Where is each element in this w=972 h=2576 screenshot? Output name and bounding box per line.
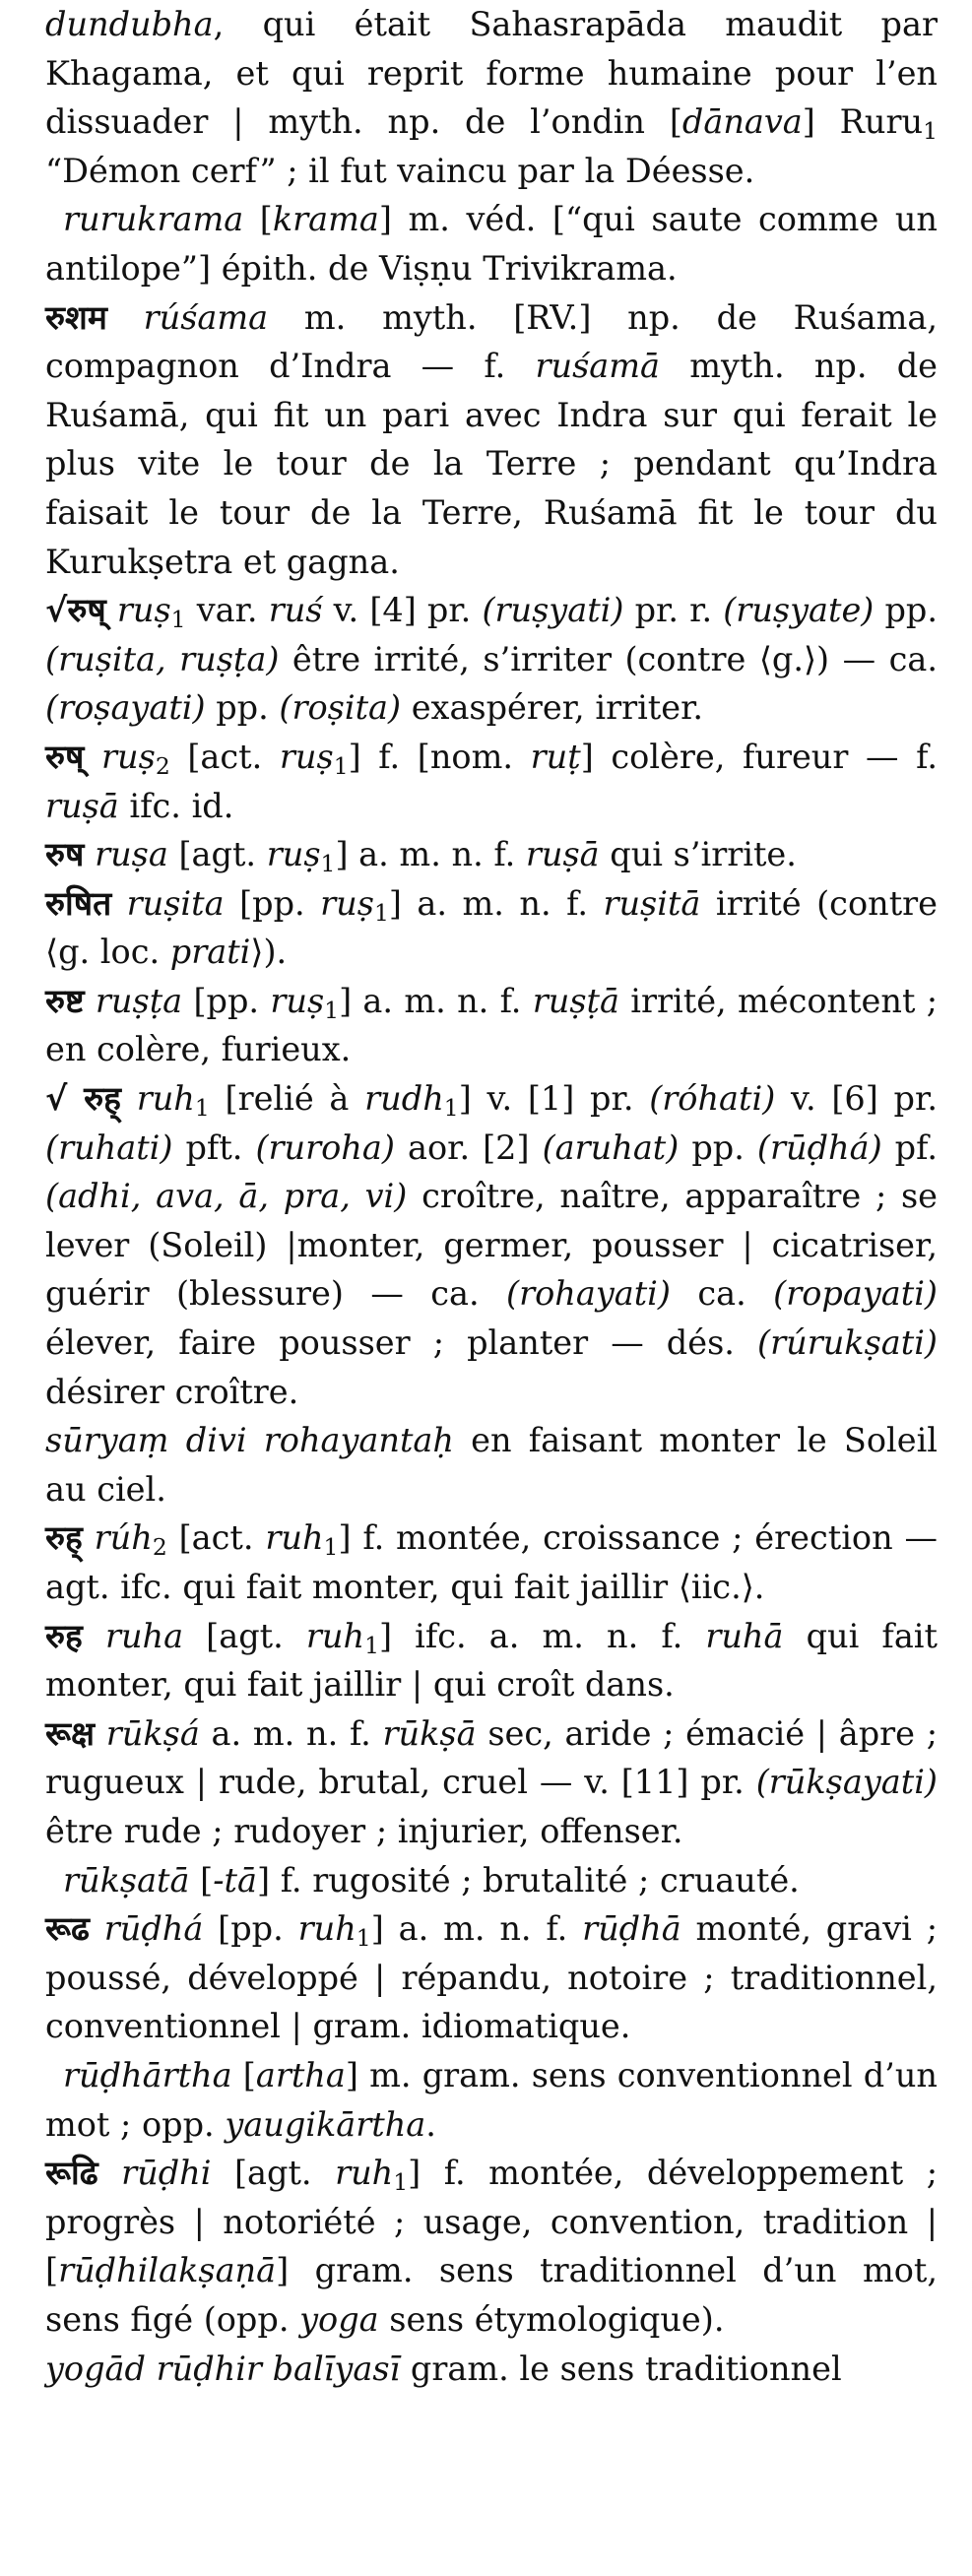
entry-ruksa: रूक्ष rūkṣá a. m. n. f. rūkṣā sec, aride ; émacié | âpre ; rugueux | rude, brutal, cruel — v. [11] pr. (rūkṣayati) être rude ; rudoyer ; injurier, offenser. bbox=[45, 1713, 938, 1850]
entry-rusa: रुष ruṣa [agt. ruṣ$_1$] a. m. n. f. ruṣā qui s’irrite. bbox=[45, 835, 797, 877]
entry-yogad: yogād rūḍhir balīyasī gram. le sens traditionnel bbox=[45, 2349, 842, 2388]
entry-rudha: रूढ rūḍhá [pp. ruh$_1$] a. m. n. f. rūḍhā monté, gravi ; poussé, développé | répandu, notoire ; traditionnel, conventionnel | gram. idiomatique. bbox=[45, 1909, 939, 2046]
entry-ruksata: rūkṣatā [-tā] f. rugosité ; brutalité ; cruauté. bbox=[63, 1860, 800, 1900]
entry-suryam: sūryaṃ divi rohayantaḥ en faisant monter le Soleil au ciel. bbox=[45, 1421, 938, 1509]
entry-ruh2: रुह् rúh$_2$ [act. ruh$_1$] f. montée, croissance ; érection — agt. ifc. qui fait monter, qui fait jaillir ⟨iic.⟩. bbox=[45, 1518, 938, 1606]
entry-rusama-cont-a: dundubha, qui était Sahasrapāda maudit par Khagama, et qui reprit forme humaine pour l’en dissuader | myth. np. de l’ondin [dānava] Ruru$_1$ “Démon cerf” ; il fut vaincu par la Déesse. bbox=[45, 5, 938, 190]
entry-rus1: √रुष् ruṣ$_1$ var. ruś v. [4] pr. (ruṣyati) pr. r. (ruṣyate) pp. (ruṣita, ruṣṭa) être irrité, s’irriter (contre ⟨g.⟩) — ca. (roṣayati) pp. (roṣita) exaspérer, irriter. bbox=[45, 591, 939, 728]
entry-rusama: रुशम rúśama m. myth. [RV.] np. de Ruśama, compagnon d’Indra — f. ruśamā myth. np. de Ruśamā, qui fit un pari avec Indra sur qui ferait le plus vite le tour de la Terre ; pendant qu’Indra faisait le tour de la Terre, Ruśamā fit le tour du Kurukṣetra et gagna. bbox=[45, 297, 938, 581]
entry-rudhartha: rūḍhārtha [artha] m. gram. sens conventionnel d’un mot ; opp. yaugikārtha. bbox=[45, 2055, 938, 2144]
entry-rurukrama: rurukrama [krama] m. véd. [“qui saute comme un antilope”] épith. de Viṣṇu Trivikrama. bbox=[45, 200, 938, 288]
entry-rudhi: रूढि rūḍhi [agt. ruh$_1$] f. montée, développement ; progrès | notoriété ; usage, convention, tradition | [rūḍhilakṣaṇā] gram. sens traditionnel d’un mot, sens figé (opp. yoga sens étymologique). bbox=[45, 2154, 938, 2339]
entry-rusta: रुष्ट ruṣṭa [pp. ruṣ$_1$] a. m. n. f. ruṣṭā irrité, mécontent ; en colère, furieux. bbox=[45, 981, 938, 1069]
dictionary-page bbox=[45, 0, 938, 2576]
entry-ruh1: √ रुह् ruh$_1$ [relié à rudh$_1$] v. [1] pr. (róhati) v. [6] pr. (ruhati) pft. (ruroha) aor. [2] (aruhat) pp. (rūḍhá) pf. (adhi, ava, ā, pra, vi) croître, naître, apparaître ; se lever (Soleil) |monter, germer, pousser | cicatriser, guérir (blessure) — ca. (rohayati) ca. (ropayati) élever, faire pousser ; planter — dés. (rúrukṣati) désirer croître. bbox=[45, 1079, 938, 1411]
entry-ruha: रुह ruha [agt. ruh$_1$] ifc. a. m. n. f. ruhā qui fait monter, qui fait jaillir | qui croît dans. bbox=[45, 1616, 938, 1705]
entry-rus2: रुष् ruṣ$_2$ [act. ruṣ$_1$] f. [nom. ruṭ] colère, fureur — f. ruṣā ifc. id. bbox=[45, 737, 938, 825]
entry-rusita: रुषित ruṣita [pp. ruṣ$_1$] a. m. n. f. ruṣitā irrité (contre ⟨g. loc. prati⟩). bbox=[45, 883, 938, 972]
